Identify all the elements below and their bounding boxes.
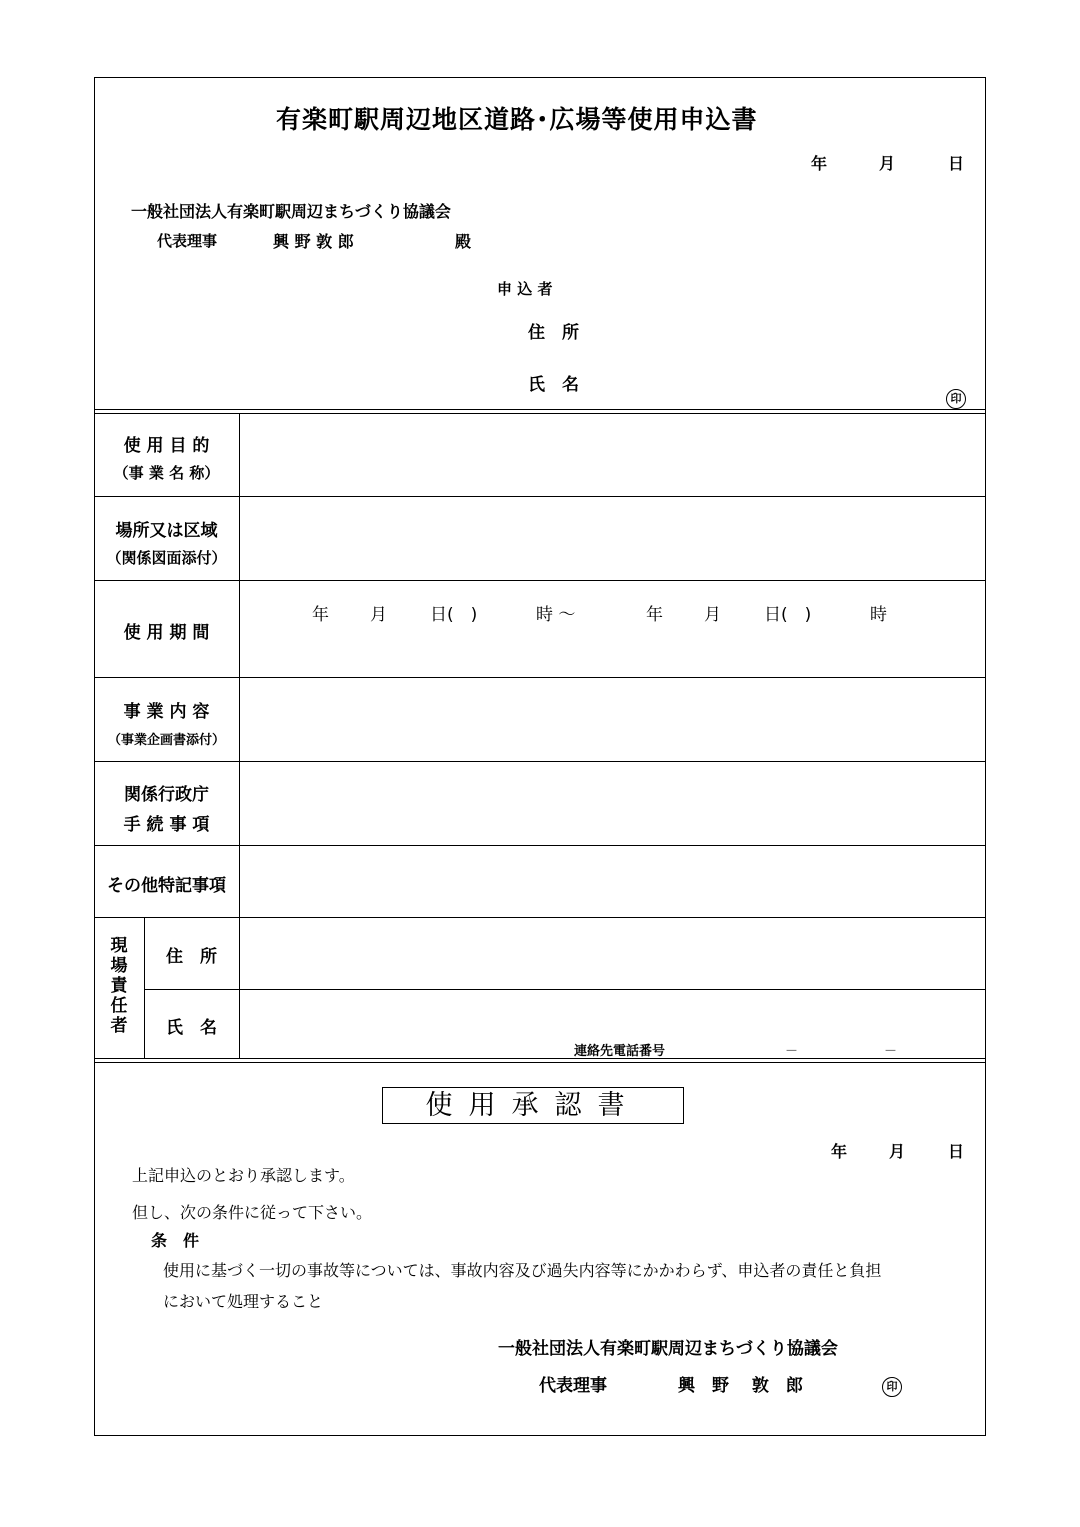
location-sublabel: （関係図面添付） <box>106 549 227 567</box>
procedures-label: 関係行政庁 <box>124 785 209 805</box>
applicant-heading: 申 込 者 <box>497 280 553 298</box>
phone-dash-2: － <box>884 1044 898 1059</box>
addressee-rep-name: 興 野 敦 郎 <box>273 232 354 251</box>
content-label: 事 業 内 容 <box>123 702 210 722</box>
date-month: 月 <box>879 154 896 173</box>
divider <box>94 580 986 581</box>
phone-dash-1: － <box>785 1044 799 1059</box>
date-year: 年 <box>811 154 828 173</box>
period-month-2: 月 <box>704 605 721 625</box>
period-hour-1: 時 ～ <box>536 605 576 625</box>
period-day-2: 日( ) <box>764 605 812 625</box>
divider <box>94 1062 986 1063</box>
period-year-1: 年 <box>312 605 329 625</box>
condition-line-2: において処理すること <box>163 1292 324 1311</box>
procedures-sublabel: 手 続 事 項 <box>123 815 210 835</box>
period-day-1: 日( ) <box>430 605 478 625</box>
period-hour-2: 時 <box>870 605 887 625</box>
divider <box>239 413 240 1058</box>
divider <box>94 413 986 414</box>
divider <box>144 989 986 990</box>
approval-seal-mark: 印 <box>882 1377 902 1397</box>
condition-line-1: 使用に基づく一切の事故等については、事故内容及び過失内容等にかかわらず、申込者の責任と負担 <box>163 1261 882 1280</box>
period-year-2: 年 <box>646 605 663 625</box>
approval-org: 一般社団法人有楽町駅周辺まちづくり協議会 <box>498 1339 838 1359</box>
site-address-label: 住 所 <box>166 947 217 967</box>
date-day: 日 <box>948 154 965 173</box>
approval-rep-name: 興 野 敦 郎 <box>678 1376 803 1396</box>
other-label: その他特記事項 <box>107 876 226 896</box>
applicant-address-label: 住 所 <box>528 323 579 343</box>
divider <box>94 845 986 846</box>
site-name-label: 氏 名 <box>166 1018 217 1038</box>
purpose-label: 使 用 目 的 <box>123 436 210 456</box>
approval-condition-intro: 但し、次の条件に従って下さい。 <box>132 1203 373 1222</box>
approval-date-month: 月 <box>889 1142 906 1161</box>
form-title: 有楽町駅周辺地区道路･広場等使用申込書 <box>276 105 758 134</box>
divider <box>94 496 986 497</box>
divider <box>94 1058 986 1059</box>
site-manager-label: 現場責任者 <box>110 936 128 1036</box>
divider <box>94 677 986 678</box>
period-month-1: 月 <box>370 605 387 625</box>
approval-date-day: 日 <box>948 1142 965 1161</box>
approval-date-year: 年 <box>831 1142 848 1161</box>
period-label: 使 用 期 間 <box>123 623 210 643</box>
seal-mark: 印 <box>946 389 966 409</box>
phone-label: 連絡先電話番号 <box>574 1044 666 1059</box>
content-sublabel: （事業企画書添付） <box>107 733 225 748</box>
addressee-honorific: 殿 <box>455 232 472 251</box>
divider <box>94 761 986 762</box>
addressee-rep-title: 代表理事 <box>157 232 218 250</box>
purpose-sublabel: （事 業 名 称） <box>113 464 220 482</box>
applicant-name-label: 氏 名 <box>528 375 579 395</box>
addressee-org: 一般社団法人有楽町駅周辺まちづくり協議会 <box>131 202 451 221</box>
divider <box>94 917 986 918</box>
location-label: 場所又は区域 <box>115 521 218 541</box>
approval-heading: 使用承認書 <box>382 1087 684 1124</box>
condition-heading: 条 件 <box>151 1231 200 1250</box>
approval-text: 上記申込のとおり承認します。 <box>132 1166 355 1185</box>
divider <box>94 409 986 410</box>
approval-rep-title: 代表理事 <box>539 1376 607 1396</box>
